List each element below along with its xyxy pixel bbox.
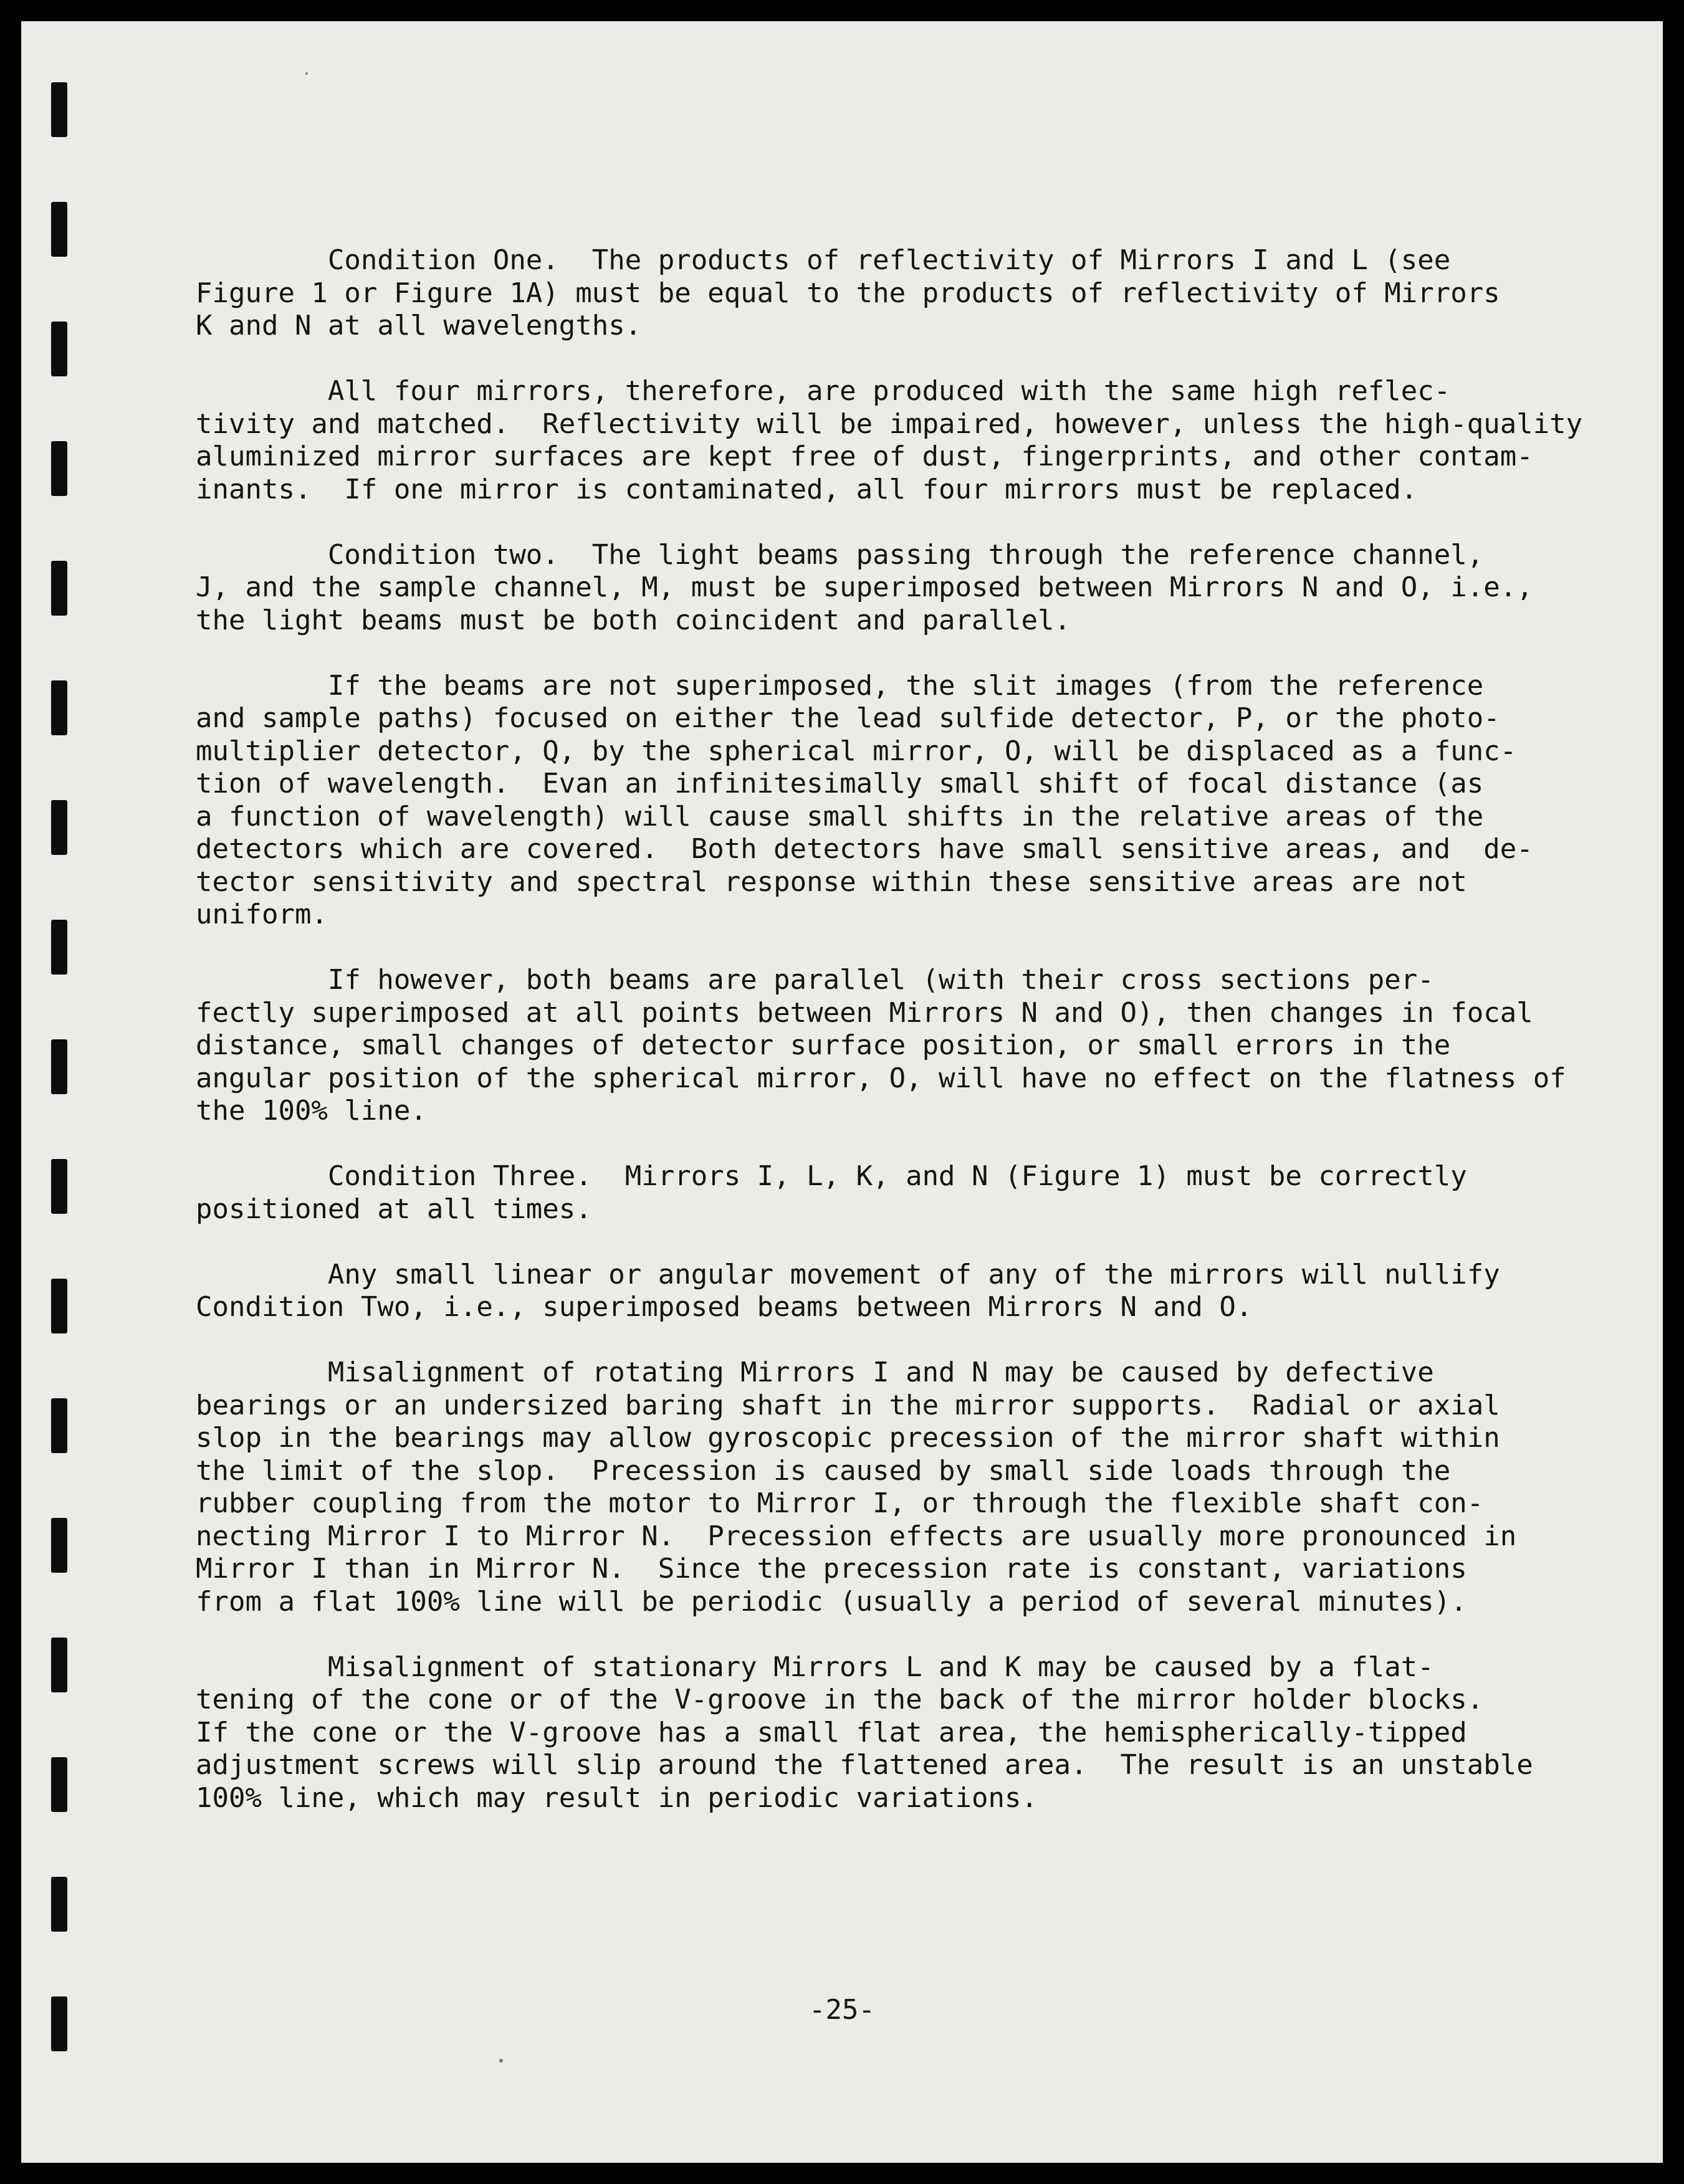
binding-hole <box>51 1039 67 1094</box>
document-page <box>21 21 1663 2163</box>
binding-hole <box>51 441 67 496</box>
text-line: Condition Two, i.e., superimposed beams between Mirrors N and O. <box>196 1291 1253 1323</box>
text-line: inants. If one mirror is contaminated, all four mirrors must be replaced. <box>196 473 1418 505</box>
paragraph <box>196 1259 1592 1324</box>
text-line: necting Mirror I to Mirror N. Precession effects are usually more pronounced in <box>196 1520 1517 1552</box>
text-line: tector sensitivity and spectral response within these sensitive areas are not <box>196 865 1467 898</box>
binding-hole <box>51 1279 67 1333</box>
text-line: Misalignment of stationary Mirrors L and K may be caused by a flat- <box>196 1651 1434 1683</box>
text-line: multiplier detector, Q, by the spherical mirror, O, will be displaced as a func- <box>196 735 1517 767</box>
paragraph <box>196 670 1592 932</box>
text-line: K and N at all wavelengths. <box>196 310 642 341</box>
text-line: Any small linear or angular movement of any of the mirrors will nullify <box>196 1258 1500 1290</box>
text-line: Condition two. The light beams passing through the reference channel, <box>196 538 1484 571</box>
text-line: adjustment screws will slip around the flattened area. The result is an unstable <box>196 1749 1533 1781</box>
page-number: -25- <box>809 1994 875 2026</box>
binding-hole <box>51 1518 67 1573</box>
document-body <box>196 244 1592 1848</box>
paragraph <box>196 964 1592 1128</box>
text-line: 100% line, which may result in periodic variations. <box>196 1781 1038 1814</box>
binding-hole <box>51 322 67 376</box>
text-line: Mirror I than in Mirror N. Since the precession rate is constant, variations <box>196 1553 1467 1585</box>
paragraph <box>196 1160 1592 1226</box>
binding-hole <box>51 680 67 735</box>
binding-hole <box>51 202 67 257</box>
text-line: Figure 1 or Figure 1A) must be equal to the products of reflectivity of Mirrors <box>196 277 1500 309</box>
text-line: distance, small changes of detector surface position, or small errors in the <box>196 1029 1451 1061</box>
binding-hole <box>51 1398 67 1453</box>
text-line: tion of wavelength. Evan an infinitesimally small shift of focal distance (as <box>196 768 1484 799</box>
paragraph <box>196 1651 1592 1815</box>
text-line: Condition Three. Mirrors I, L, K, and N (Figure 1) must be correctly <box>196 1160 1467 1192</box>
binding-hole <box>51 561 67 616</box>
text-line: If however, both beams are parallel (with their cross sections per- <box>196 964 1434 996</box>
binding-hole <box>51 800 67 855</box>
binding-hole <box>51 1159 67 1214</box>
text-line: J, and the sample channel, M, must be superimposed between Mirrors N and O, i.e., <box>196 571 1533 603</box>
text-line: a function of wavelength) will cause small shifts in the relative areas of the <box>196 800 1484 832</box>
text-line: tening of the cone or of the V-groove in the back of the mirror holder blocks. <box>196 1684 1484 1715</box>
paragraph <box>196 1357 1592 1618</box>
text-line: If the cone or the V-groove has a small flat area, the hemispherically-tipped <box>196 1716 1467 1748</box>
text-line: Condition One. The products of reflectivity of Mirrors I and L (see <box>196 244 1451 276</box>
text-line: and sample paths) focused on either the lead sulfide detector, P, or the photo- <box>196 702 1500 734</box>
text-line: from a flat 100% line will be periodic (usually a period of several minutes). <box>196 1585 1467 1618</box>
text-line: fectly superimposed at all points between Mirrors N and O), then changes in focal <box>196 996 1533 1029</box>
binding-hole <box>51 920 67 975</box>
text-line: Misalignment of rotating Mirrors I and N may be caused by defective <box>196 1357 1434 1388</box>
text-line: slop in the bearings may allow gyroscopic precession of the mirror shaft within <box>196 1422 1500 1454</box>
binding-hole <box>51 1757 67 1812</box>
text-line: positioned at all times. <box>196 1193 592 1225</box>
text-line: All four mirrors, therefore, are produced with the same high reflec- <box>196 375 1451 407</box>
text-line: uniform. <box>196 899 328 930</box>
text-line: aluminized mirror surfaces are kept free of dust, fingerprints, and other contam- <box>196 441 1533 472</box>
text-line: the 100% line. <box>196 1095 427 1127</box>
paragraph <box>196 375 1592 506</box>
text-line: the light beams must be both coincident and parallel. <box>196 604 1071 636</box>
text-line: If the beams are not superimposed, the slit images (from the reference <box>196 669 1484 702</box>
text-line: bearings or an undersized baring shaft in the mirror supports. Radial or axial <box>196 1389 1500 1421</box>
text-line: tivity and matched. Reflectivity will be impaired, however, unless the high-quality <box>196 408 1583 440</box>
text-line: detectors which are covered. Both detectors have small sensitive areas, and de- <box>196 833 1533 865</box>
text-line: angular position of the spherical mirror, O, will have no effect on the flatness of <box>196 1062 1566 1094</box>
text-line: rubber coupling from the motor to Mirror I, or through the flexible shaft con- <box>196 1487 1484 1519</box>
paragraph <box>196 244 1592 343</box>
paragraph <box>196 539 1592 637</box>
binding-hole <box>51 82 67 137</box>
text-line: the limit of the slop. Precession is caused by small side loads through the <box>196 1454 1451 1487</box>
binding-hole <box>51 1877 67 1932</box>
binding-hole <box>51 1638 67 1692</box>
